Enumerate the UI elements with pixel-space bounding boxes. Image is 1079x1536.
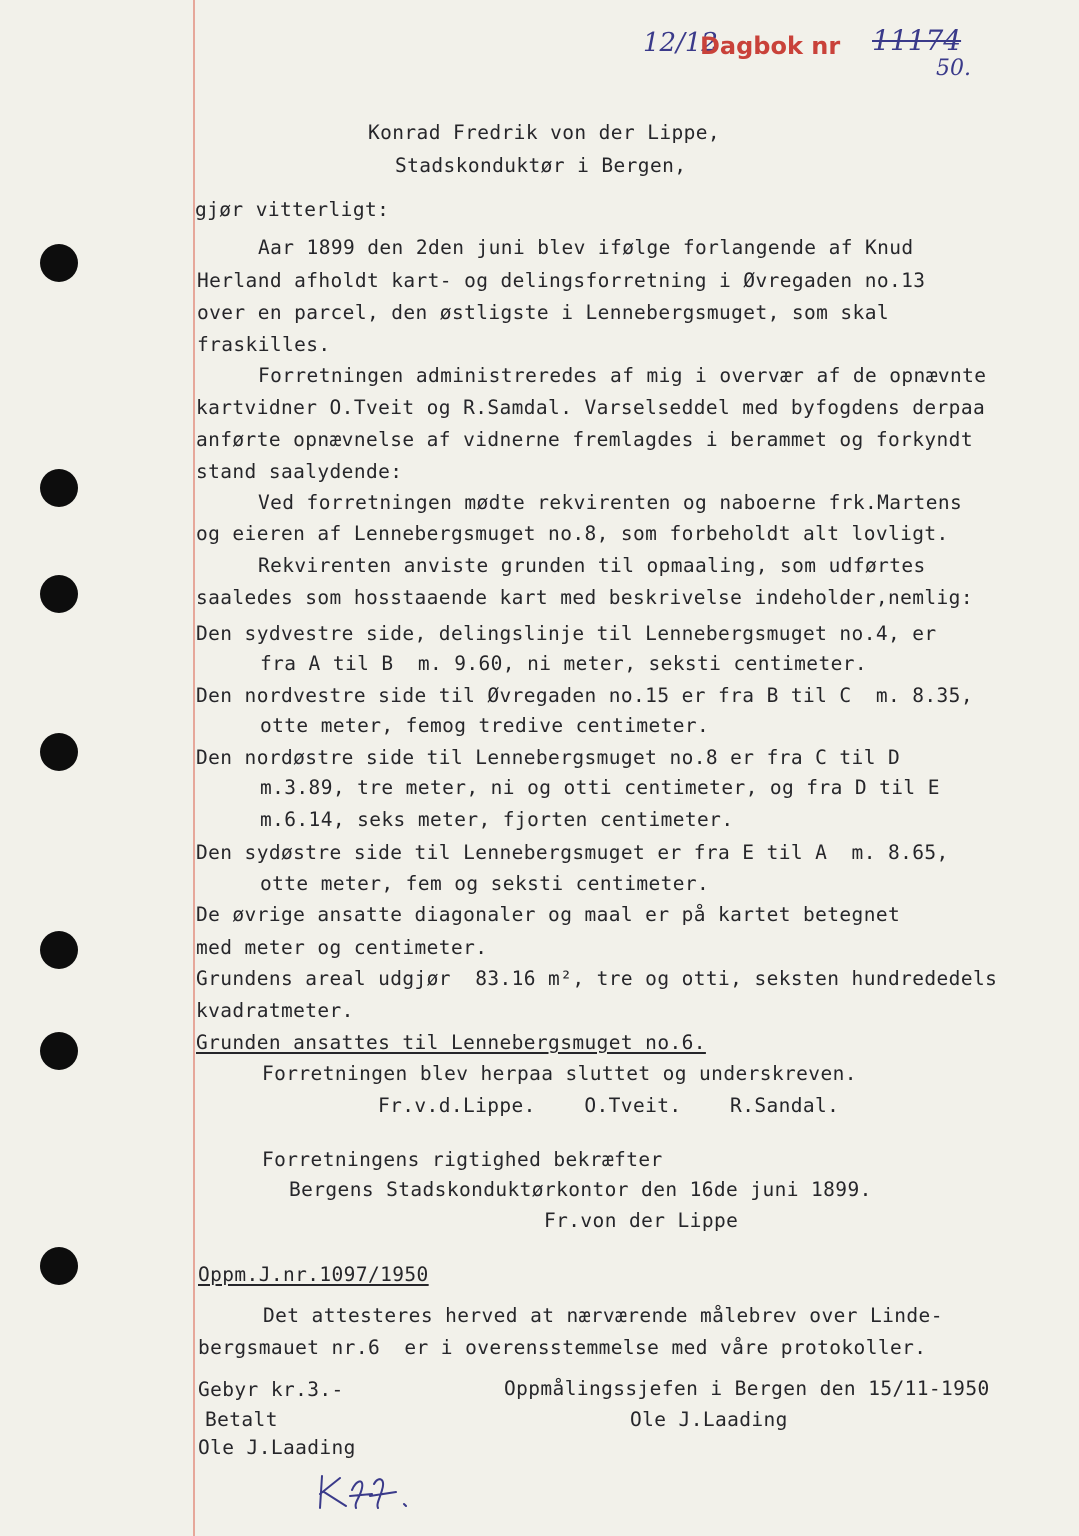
text-line: Bergens Stadskonduktørkontor den 16de juni 1899. <box>289 1178 872 1201</box>
punch-hole <box>40 733 78 771</box>
punch-hole <box>40 469 78 507</box>
text-line: Den nordvestre side til Øvregaden no.15 er fra B til C m. 8.35, <box>196 684 973 707</box>
text-line: Konrad Fredrik von der Lippe, <box>368 121 721 144</box>
text-line: og eieren af Lennebergsmuget no.8, som forbeholdt alt lovligt. <box>196 522 949 545</box>
text-line: Stadskonduktør i Bergen, <box>395 154 687 177</box>
punch-hole <box>40 931 78 969</box>
text-line: Forretningen blev herpaa sluttet og underskreven. <box>262 1062 857 1085</box>
paid-line: Betalt <box>205 1408 278 1431</box>
text-line: Grunden ansattes til Lennebergsmuget no.6. <box>196 1031 706 1054</box>
text-line: Det attesteres herved at nærværende målebrev over Linde- <box>263 1304 943 1327</box>
punch-hole <box>40 244 78 282</box>
text-line: med meter og centimeter. <box>196 936 488 959</box>
text-line: Aar 1899 den 2den juni blev ifølge forlangende af Knud <box>258 236 914 259</box>
handwritten-initials <box>312 1468 422 1512</box>
text-line: Den sydvestre side, delingslinje til Lennebergsmuget no.4, er <box>196 622 937 645</box>
text-line: De øvrige ansatte diagonaler og maal er på kartet betegnet <box>196 903 901 926</box>
signature-line: Ole J.Laading <box>198 1436 356 1459</box>
fee-line: Gebyr kr.3.- <box>198 1378 344 1401</box>
text-line: Ved forretningen mødte rekvirenten og naboerne frk.Martens <box>258 491 963 514</box>
text-line: otte meter, fem og seksti centimeter. <box>260 872 710 895</box>
text-line: Den sydøstre side til Lennebergsmuget er fra E til A m. 8.65, <box>196 841 949 864</box>
text-line: over en parcel, den østligste i Lennebergsmuget, som skal <box>197 301 889 324</box>
punch-hole <box>40 575 78 613</box>
journal-number: Oppm.J.nr.1097/1950 <box>198 1263 429 1286</box>
text-line: Herland afholdt kart- og delingsforretning i Øvregaden no.13 <box>197 269 926 292</box>
punch-hole <box>40 1247 78 1285</box>
margin-line <box>193 0 195 1536</box>
text-line: Forretningens rigtighed bekræfter <box>262 1148 663 1171</box>
text-line: saaledes som hosstaaende kart med beskrivelse indeholder,nemlig: <box>196 586 973 609</box>
punch-hole <box>40 1032 78 1070</box>
text-line: Grundens areal udgjør 83.16 m², tre og otti, seksten hundrededels <box>196 967 998 990</box>
text-line: m.6.14, seks meter, fjorten centimeter. <box>260 808 734 831</box>
text-line: anførte opnævnelse af vidnerne fremlagdes i berammet og forkyndt <box>196 428 973 451</box>
text-line: fra A til B m. 9.60, ni meter, seksti centimeter. <box>260 652 867 675</box>
dagbok-year: 50. <box>936 56 971 81</box>
text-line: m.3.89, tre meter, ni og otti centimeter, og fra D til E <box>260 776 940 799</box>
dagbok-stamp: Dagbok nr <box>700 32 841 60</box>
text-line: fraskilles. <box>197 333 331 356</box>
text-line: kvadratmeter. <box>196 999 354 1022</box>
office-line: Oppmålingssjefen i Bergen den 15/11-1950 <box>504 1377 990 1400</box>
text-line: bergsmauet nr.6 er i overensstemmelse med våre protokoller. <box>198 1336 927 1359</box>
text-line: otte meter, femog tredive centimeter. <box>260 714 710 737</box>
text-line: gjør vitterligt: <box>195 198 390 221</box>
signatures-line: Fr.v.d.Lippe. O.Tveit. R.Sandal. <box>378 1094 840 1117</box>
text-line: Forretningen administreredes af mig i overvær af de opnævnte <box>258 364 987 387</box>
text-line: Den nordøstre side til Lennebergsmuget no.8 er fra C til D <box>196 746 901 769</box>
signature-line: Fr.von der Lippe <box>544 1209 739 1232</box>
signature-line: Ole J.Laading <box>630 1408 788 1431</box>
text-line: Rekvirenten anviste grunden til opmaaling, som udførtes <box>258 554 926 577</box>
dagbok-number: 11174 <box>872 24 962 57</box>
header-date: 12/12 <box>643 28 718 58</box>
text-line: stand saalydende: <box>196 460 403 483</box>
text-line: kartvidner O.Tveit og R.Samdal. Varselseddel med byfogdens derpaa <box>196 396 986 419</box>
